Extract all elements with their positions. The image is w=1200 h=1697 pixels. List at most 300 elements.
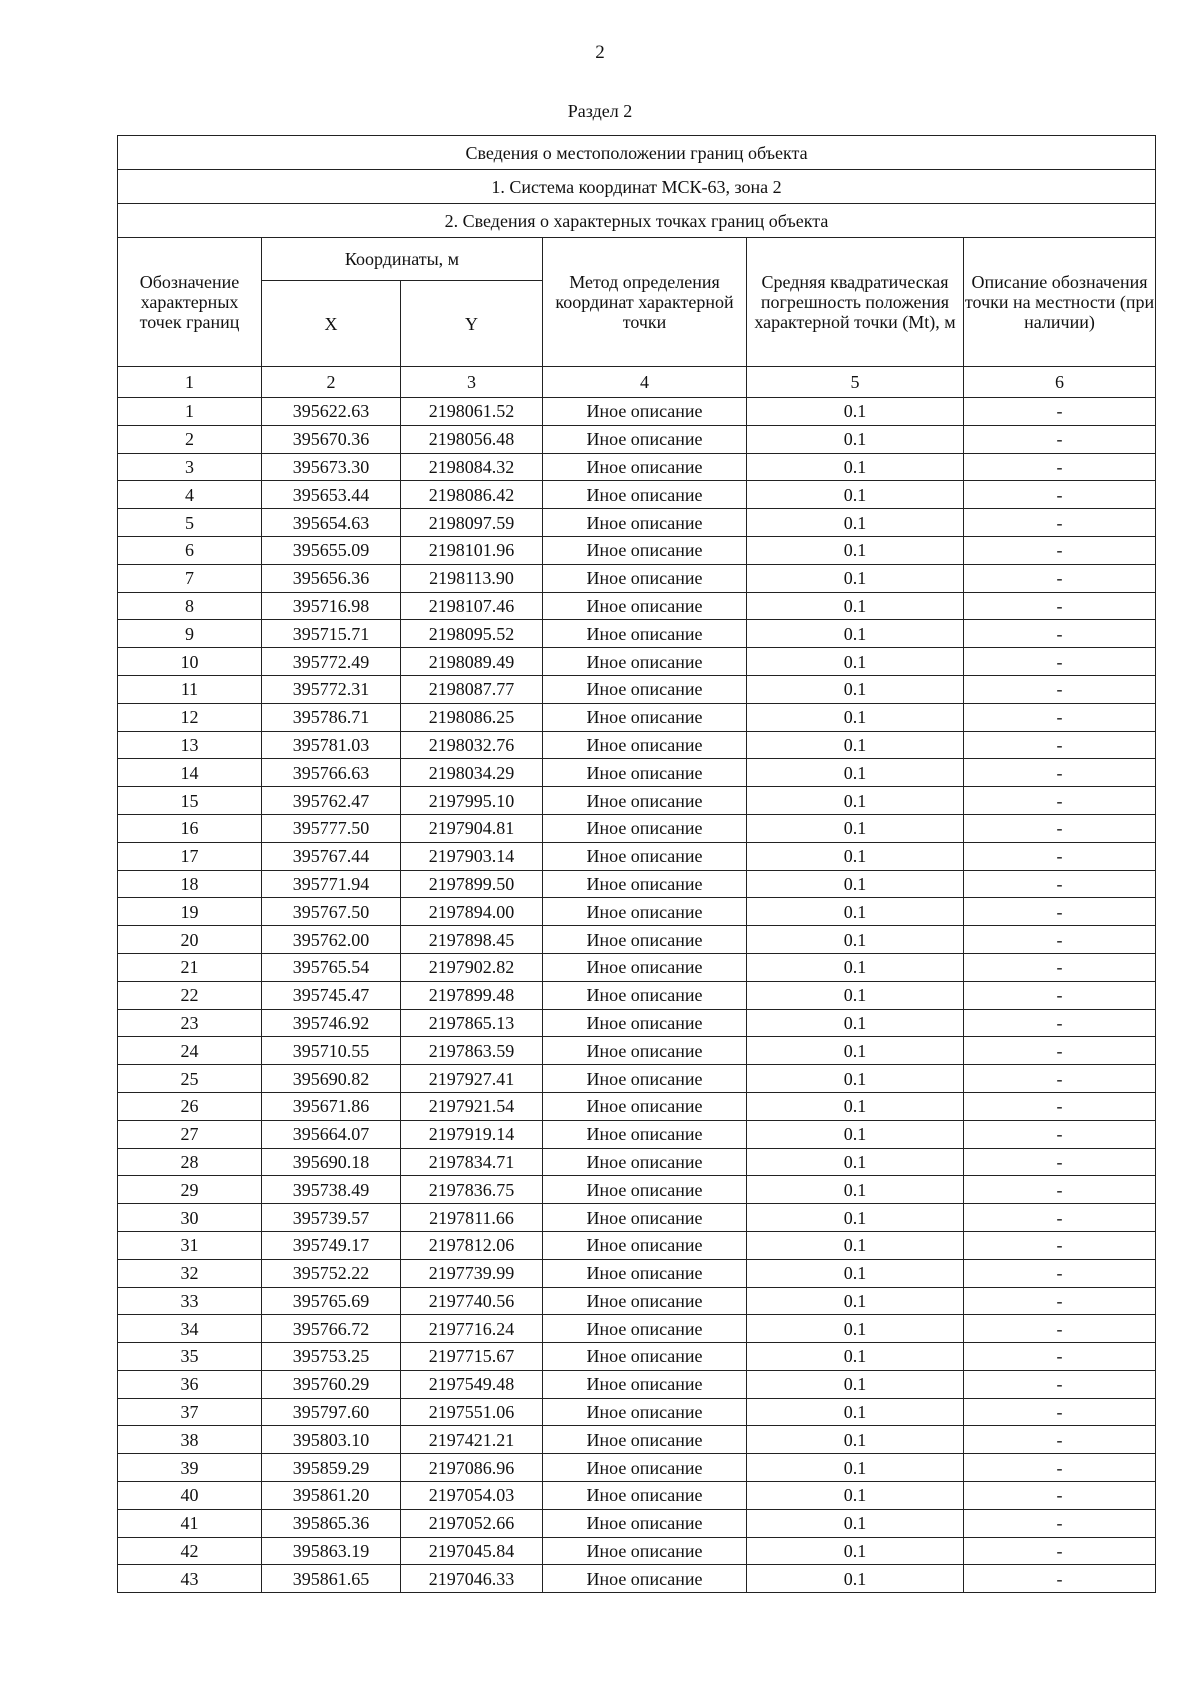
method-cell: Иное описание <box>543 1454 747 1482</box>
point-number-cell: 1 <box>118 398 262 426</box>
table-row <box>118 759 1156 787</box>
table-row <box>118 981 1156 1009</box>
description-cell: - <box>964 1231 1156 1259</box>
description-cell: - <box>964 926 1156 954</box>
table-row <box>118 564 1156 592</box>
method-cell: Иное описание <box>543 1370 747 1398</box>
method-cell: Иное описание <box>543 1482 747 1510</box>
header-designation: Обозначение характерных точек границ <box>118 238 262 367</box>
y-coordinate-cell: 2197715.67 <box>401 1343 543 1371</box>
table-row <box>118 398 1156 426</box>
description-cell: - <box>964 1454 1156 1482</box>
table-row <box>118 425 1156 453</box>
x-coordinate-cell: 395765.69 <box>262 1287 401 1315</box>
point-number-cell: 28 <box>118 1148 262 1176</box>
table-row <box>118 926 1156 954</box>
y-coordinate-cell: 2197045.84 <box>401 1537 543 1565</box>
method-cell: Иное описание <box>543 898 747 926</box>
point-number-cell: 29 <box>118 1176 262 1204</box>
description-cell: - <box>964 398 1156 426</box>
x-coordinate-cell: 395766.72 <box>262 1315 401 1343</box>
table-row <box>118 675 1156 703</box>
column-number: 3 <box>401 367 543 398</box>
y-coordinate-cell: 2198086.25 <box>401 703 543 731</box>
method-cell: Иное описание <box>543 564 747 592</box>
point-number-cell: 7 <box>118 564 262 592</box>
error-cell: 0.1 <box>747 898 964 926</box>
error-cell: 0.1 <box>747 425 964 453</box>
y-coordinate-cell: 2198095.52 <box>401 620 543 648</box>
table-row <box>118 481 1156 509</box>
x-coordinate-cell: 395786.71 <box>262 703 401 731</box>
description-cell: - <box>964 731 1156 759</box>
description-cell: - <box>964 1509 1156 1537</box>
description-cell: - <box>964 675 1156 703</box>
table-row <box>118 1426 1156 1454</box>
point-number-cell: 13 <box>118 731 262 759</box>
table-row <box>118 1565 1156 1593</box>
column-number: 6 <box>964 367 1156 398</box>
method-cell: Иное описание <box>543 1009 747 1037</box>
point-number-cell: 30 <box>118 1204 262 1232</box>
x-coordinate-cell: 395772.49 <box>262 648 401 676</box>
description-cell: - <box>964 1204 1156 1232</box>
x-coordinate-cell: 395765.54 <box>262 953 401 981</box>
y-coordinate-cell: 2197904.81 <box>401 814 543 842</box>
header-method: Метод определения координат характерной точки <box>543 238 747 367</box>
error-cell: 0.1 <box>747 1482 964 1510</box>
error-cell: 0.1 <box>747 1287 964 1315</box>
method-cell: Иное описание <box>543 1259 747 1287</box>
method-cell: Иное описание <box>543 1065 747 1093</box>
y-coordinate-cell: 2197046.33 <box>401 1565 543 1593</box>
error-cell: 0.1 <box>747 1037 964 1065</box>
y-coordinate-cell: 2197052.66 <box>401 1509 543 1537</box>
y-coordinate-cell: 2198107.46 <box>401 592 543 620</box>
point-number-cell: 21 <box>118 953 262 981</box>
x-coordinate-cell: 395749.17 <box>262 1231 401 1259</box>
error-cell: 0.1 <box>747 953 964 981</box>
method-cell: Иное описание <box>543 1231 747 1259</box>
method-cell: Иное описание <box>543 453 747 481</box>
description-cell: - <box>964 1092 1156 1120</box>
point-number-cell: 8 <box>118 592 262 620</box>
table-row <box>118 1398 1156 1426</box>
point-number-cell: 27 <box>118 1120 262 1148</box>
error-cell: 0.1 <box>747 870 964 898</box>
y-coordinate-cell: 2198056.48 <box>401 425 543 453</box>
error-cell: 0.1 <box>747 787 964 815</box>
table-row <box>118 592 1156 620</box>
description-cell: - <box>964 592 1156 620</box>
y-coordinate-cell: 2198034.29 <box>401 759 543 787</box>
error-cell: 0.1 <box>747 1065 964 1093</box>
table-row <box>118 814 1156 842</box>
point-number-cell: 41 <box>118 1509 262 1537</box>
method-cell: Иное описание <box>543 1120 747 1148</box>
error-cell: 0.1 <box>747 564 964 592</box>
method-cell: Иное описание <box>543 620 747 648</box>
table-row <box>118 1454 1156 1482</box>
error-cell: 0.1 <box>747 675 964 703</box>
table-row <box>118 953 1156 981</box>
table-row <box>118 703 1156 731</box>
point-number-cell: 31 <box>118 1231 262 1259</box>
error-cell: 0.1 <box>747 1231 964 1259</box>
x-coordinate-cell: 395766.63 <box>262 759 401 787</box>
column-number: 4 <box>543 367 747 398</box>
point-number-cell: 14 <box>118 759 262 787</box>
x-coordinate-cell: 395716.98 <box>262 592 401 620</box>
table-title: Сведения о местоположении границ объекта <box>118 136 1156 170</box>
error-cell: 0.1 <box>747 1009 964 1037</box>
x-coordinate-cell: 395797.60 <box>262 1398 401 1426</box>
point-number-cell: 18 <box>118 870 262 898</box>
error-cell: 0.1 <box>747 398 964 426</box>
error-cell: 0.1 <box>747 1454 964 1482</box>
point-number-cell: 23 <box>118 1009 262 1037</box>
description-cell: - <box>964 648 1156 676</box>
table-row <box>118 1176 1156 1204</box>
description-cell: - <box>964 814 1156 842</box>
point-number-cell: 16 <box>118 814 262 842</box>
y-coordinate-cell: 2197899.48 <box>401 981 543 1009</box>
table-row <box>118 1343 1156 1371</box>
y-coordinate-cell: 2198089.49 <box>401 648 543 676</box>
description-cell: - <box>964 481 1156 509</box>
description-cell: - <box>964 787 1156 815</box>
method-cell: Иное описание <box>543 1148 747 1176</box>
x-coordinate-cell: 395656.36 <box>262 564 401 592</box>
method-cell: Иное описание <box>543 1287 747 1315</box>
x-coordinate-cell: 395760.29 <box>262 1370 401 1398</box>
method-cell: Иное описание <box>543 981 747 1009</box>
method-cell: Иное описание <box>543 814 747 842</box>
table-row <box>118 1009 1156 1037</box>
table-row <box>118 1259 1156 1287</box>
x-coordinate-cell: 395671.86 <box>262 1092 401 1120</box>
description-cell: - <box>964 1370 1156 1398</box>
x-coordinate-cell: 395859.29 <box>262 1454 401 1482</box>
error-cell: 0.1 <box>747 703 964 731</box>
method-cell: Иное описание <box>543 953 747 981</box>
point-number-cell: 10 <box>118 648 262 676</box>
description-cell: - <box>964 564 1156 592</box>
table-row <box>118 1370 1156 1398</box>
error-cell: 0.1 <box>747 648 964 676</box>
table-row <box>118 1120 1156 1148</box>
point-number-cell: 6 <box>118 536 262 564</box>
table-row <box>118 620 1156 648</box>
x-coordinate-cell: 395752.22 <box>262 1259 401 1287</box>
description-cell: - <box>964 536 1156 564</box>
header-error: Средняя квадратическая погрешность положения характерной точки (Mt), м <box>747 238 964 367</box>
method-cell: Иное описание <box>543 481 747 509</box>
x-coordinate-cell: 395664.07 <box>262 1120 401 1148</box>
error-cell: 0.1 <box>747 1565 964 1593</box>
error-cell: 0.1 <box>747 1426 964 1454</box>
y-coordinate-cell: 2197054.03 <box>401 1482 543 1510</box>
method-cell: Иное описание <box>543 1509 747 1537</box>
y-coordinate-cell: 2198113.90 <box>401 564 543 592</box>
method-cell: Иное описание <box>543 1176 747 1204</box>
table-row <box>118 1092 1156 1120</box>
description-cell: - <box>964 981 1156 1009</box>
column-number: 2 <box>262 367 401 398</box>
description-cell: - <box>964 1009 1156 1037</box>
method-cell: Иное описание <box>543 648 747 676</box>
error-cell: 0.1 <box>747 481 964 509</box>
x-coordinate-cell: 395710.55 <box>262 1037 401 1065</box>
x-coordinate-cell: 395861.65 <box>262 1565 401 1593</box>
y-coordinate-cell: 2197551.06 <box>401 1398 543 1426</box>
description-cell: - <box>964 509 1156 537</box>
method-cell: Иное описание <box>543 870 747 898</box>
method-cell: Иное описание <box>543 592 747 620</box>
error-cell: 0.1 <box>747 592 964 620</box>
point-number-cell: 22 <box>118 981 262 1009</box>
point-number-cell: 40 <box>118 1482 262 1510</box>
description-cell: - <box>964 1120 1156 1148</box>
table-row <box>118 1231 1156 1259</box>
error-cell: 0.1 <box>747 1343 964 1371</box>
y-coordinate-cell: 2197865.13 <box>401 1009 543 1037</box>
table-row <box>118 1148 1156 1176</box>
point-number-cell: 26 <box>118 1092 262 1120</box>
header-y: Y <box>401 281 543 367</box>
description-cell: - <box>964 842 1156 870</box>
point-number-cell: 17 <box>118 842 262 870</box>
error-cell: 0.1 <box>747 1204 964 1232</box>
error-cell: 0.1 <box>747 731 964 759</box>
point-number-cell: 20 <box>118 926 262 954</box>
error-cell: 0.1 <box>747 1370 964 1398</box>
x-coordinate-cell: 395653.44 <box>262 481 401 509</box>
y-coordinate-cell: 2198061.52 <box>401 398 543 426</box>
point-number-cell: 11 <box>118 675 262 703</box>
y-coordinate-cell: 2197927.41 <box>401 1065 543 1093</box>
table-row <box>118 536 1156 564</box>
error-cell: 0.1 <box>747 842 964 870</box>
method-cell: Иное описание <box>543 1537 747 1565</box>
table-row <box>118 509 1156 537</box>
method-cell: Иное описание <box>543 1315 747 1343</box>
method-cell: Иное описание <box>543 731 747 759</box>
x-coordinate-cell: 395673.30 <box>262 453 401 481</box>
point-number-cell: 15 <box>118 787 262 815</box>
point-number-cell: 2 <box>118 425 262 453</box>
x-coordinate-cell: 395753.25 <box>262 1343 401 1371</box>
table-row <box>118 731 1156 759</box>
table-row <box>118 1037 1156 1065</box>
boundary-points-table <box>117 135 1156 1593</box>
description-cell: - <box>964 453 1156 481</box>
description-cell: - <box>964 1176 1156 1204</box>
description-cell: - <box>964 1037 1156 1065</box>
table-row <box>118 1537 1156 1565</box>
method-cell: Иное описание <box>543 1426 747 1454</box>
description-cell: - <box>964 759 1156 787</box>
x-coordinate-cell: 395767.50 <box>262 898 401 926</box>
x-coordinate-cell: 395865.36 <box>262 1509 401 1537</box>
x-coordinate-cell: 395690.82 <box>262 1065 401 1093</box>
method-cell: Иное описание <box>543 1565 747 1593</box>
column-number: 5 <box>747 367 964 398</box>
point-number-cell: 12 <box>118 703 262 731</box>
y-coordinate-cell: 2197863.59 <box>401 1037 543 1065</box>
method-cell: Иное описание <box>543 509 747 537</box>
method-cell: Иное описание <box>543 1204 747 1232</box>
description-cell: - <box>964 1482 1156 1510</box>
description-cell: - <box>964 953 1156 981</box>
y-coordinate-cell: 2197894.00 <box>401 898 543 926</box>
error-cell: 0.1 <box>747 1509 964 1537</box>
y-coordinate-cell: 2197421.21 <box>401 1426 543 1454</box>
x-coordinate-cell: 395777.50 <box>262 814 401 842</box>
y-coordinate-cell: 2197834.71 <box>401 1148 543 1176</box>
header-description: Описание обозначения точки на местности (при наличии) <box>964 238 1156 367</box>
error-cell: 0.1 <box>747 759 964 787</box>
table-row <box>118 1482 1156 1510</box>
method-cell: Иное описание <box>543 1398 747 1426</box>
column-numbers-row <box>118 367 1156 398</box>
y-coordinate-cell: 2198101.96 <box>401 536 543 564</box>
method-cell: Иное описание <box>543 926 747 954</box>
y-coordinate-cell: 2197995.10 <box>401 787 543 815</box>
x-coordinate-cell: 395762.00 <box>262 926 401 954</box>
x-coordinate-cell: 395771.94 <box>262 870 401 898</box>
method-cell: Иное описание <box>543 759 747 787</box>
table-row <box>118 898 1156 926</box>
method-cell: Иное описание <box>543 787 747 815</box>
error-cell: 0.1 <box>747 1537 964 1565</box>
point-number-cell: 24 <box>118 1037 262 1065</box>
table-row <box>118 787 1156 815</box>
header-x: X <box>262 281 401 367</box>
method-cell: Иное описание <box>543 1092 747 1120</box>
point-number-cell: 42 <box>118 1537 262 1565</box>
x-coordinate-cell: 395746.92 <box>262 1009 401 1037</box>
x-coordinate-cell: 395655.09 <box>262 536 401 564</box>
description-cell: - <box>964 1259 1156 1287</box>
point-number-cell: 34 <box>118 1315 262 1343</box>
method-cell: Иное описание <box>543 398 747 426</box>
x-coordinate-cell: 395781.03 <box>262 731 401 759</box>
y-coordinate-cell: 2197899.50 <box>401 870 543 898</box>
error-cell: 0.1 <box>747 536 964 564</box>
error-cell: 0.1 <box>747 509 964 537</box>
point-number-cell: 3 <box>118 453 262 481</box>
y-coordinate-cell: 2197812.06 <box>401 1231 543 1259</box>
description-cell: - <box>964 703 1156 731</box>
y-coordinate-cell: 2198084.32 <box>401 453 543 481</box>
description-cell: - <box>964 425 1156 453</box>
y-coordinate-cell: 2197836.75 <box>401 1176 543 1204</box>
point-number-cell: 4 <box>118 481 262 509</box>
y-coordinate-cell: 2197921.54 <box>401 1092 543 1120</box>
error-cell: 0.1 <box>747 620 964 648</box>
x-coordinate-cell: 395762.47 <box>262 787 401 815</box>
point-number-cell: 38 <box>118 1426 262 1454</box>
error-cell: 0.1 <box>747 1259 964 1287</box>
description-cell: - <box>964 1343 1156 1371</box>
x-coordinate-cell: 395738.49 <box>262 1176 401 1204</box>
y-coordinate-cell: 2197716.24 <box>401 1315 543 1343</box>
x-coordinate-cell: 395863.19 <box>262 1537 401 1565</box>
method-cell: Иное описание <box>543 1343 747 1371</box>
point-number-cell: 37 <box>118 1398 262 1426</box>
error-cell: 0.1 <box>747 981 964 1009</box>
table-row <box>118 1315 1156 1343</box>
error-cell: 0.1 <box>747 814 964 842</box>
x-coordinate-cell: 395767.44 <box>262 842 401 870</box>
section-title: Раздел 2 <box>567 101 633 121</box>
point-number-cell: 9 <box>118 620 262 648</box>
x-coordinate-cell: 395690.18 <box>262 1148 401 1176</box>
point-number-cell: 35 <box>118 1343 262 1371</box>
y-coordinate-cell: 2197549.48 <box>401 1370 543 1398</box>
y-coordinate-cell: 2197902.82 <box>401 953 543 981</box>
description-cell: - <box>964 870 1156 898</box>
x-coordinate-cell: 395715.71 <box>262 620 401 648</box>
error-cell: 0.1 <box>747 926 964 954</box>
x-coordinate-cell: 395654.63 <box>262 509 401 537</box>
error-cell: 0.1 <box>747 1148 964 1176</box>
x-coordinate-cell: 395745.47 <box>262 981 401 1009</box>
point-number-cell: 5 <box>118 509 262 537</box>
error-cell: 0.1 <box>747 1176 964 1204</box>
page-number: 2 <box>595 42 605 63</box>
column-number: 1 <box>118 367 262 398</box>
description-cell: - <box>964 1315 1156 1343</box>
point-number-cell: 39 <box>118 1454 262 1482</box>
point-number-cell: 36 <box>118 1370 262 1398</box>
point-number-cell: 33 <box>118 1287 262 1315</box>
error-cell: 0.1 <box>747 1092 964 1120</box>
y-coordinate-cell: 2197919.14 <box>401 1120 543 1148</box>
table-row <box>118 1065 1156 1093</box>
x-coordinate-cell: 395739.57 <box>262 1204 401 1232</box>
y-coordinate-cell: 2198087.77 <box>401 675 543 703</box>
error-cell: 0.1 <box>747 1120 964 1148</box>
method-cell: Иное описание <box>543 1037 747 1065</box>
point-number-cell: 32 <box>118 1259 262 1287</box>
x-coordinate-cell: 395861.20 <box>262 1482 401 1510</box>
point-number-cell: 43 <box>118 1565 262 1593</box>
table-row <box>118 1509 1156 1537</box>
error-cell: 0.1 <box>747 1315 964 1343</box>
description-cell: - <box>964 1537 1156 1565</box>
error-cell: 0.1 <box>747 453 964 481</box>
table-row <box>118 870 1156 898</box>
description-cell: - <box>964 620 1156 648</box>
method-cell: Иное описание <box>543 842 747 870</box>
description-cell: - <box>964 1065 1156 1093</box>
description-cell: - <box>964 1426 1156 1454</box>
point-number-cell: 25 <box>118 1065 262 1093</box>
y-coordinate-cell: 2198097.59 <box>401 509 543 537</box>
description-cell: - <box>964 1148 1156 1176</box>
description-cell: - <box>964 1287 1156 1315</box>
header-coordinates: Координаты, м <box>262 238 543 281</box>
x-coordinate-cell: 395772.31 <box>262 675 401 703</box>
point-number-cell: 19 <box>118 898 262 926</box>
points-section-title: 2. Сведения о характерных точках границ объекта <box>118 204 1156 238</box>
y-coordinate-cell: 2197086.96 <box>401 1454 543 1482</box>
y-coordinate-cell: 2197898.45 <box>401 926 543 954</box>
table-row <box>118 1204 1156 1232</box>
method-cell: Иное описание <box>543 425 747 453</box>
